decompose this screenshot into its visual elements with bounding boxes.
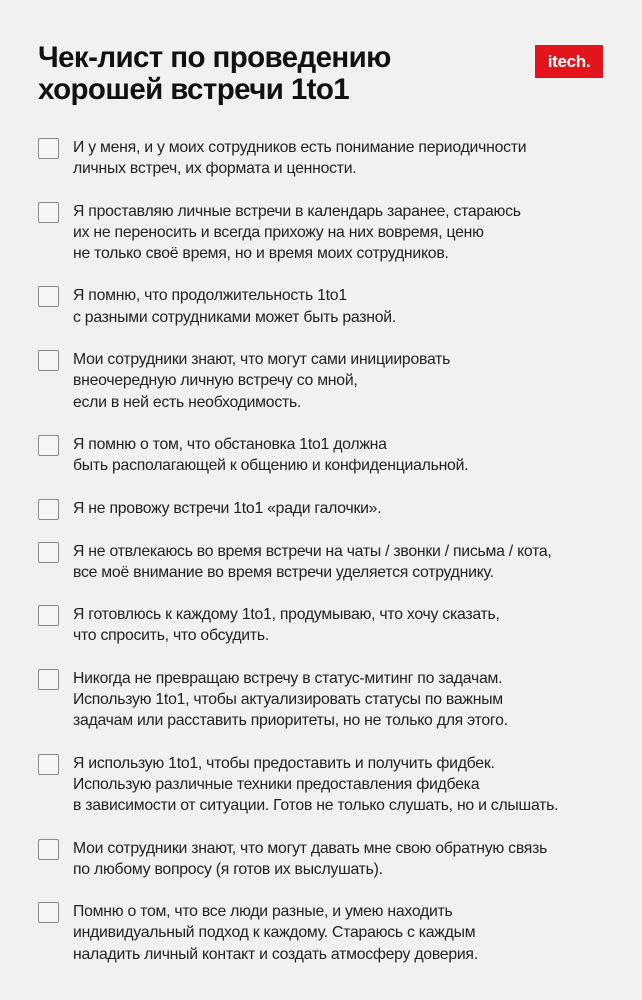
checkbox[interactable]	[38, 754, 59, 775]
checklist-item	[38, 901, 628, 965]
text-line: И у меня, и у моих сотрудников есть понимание периодичности	[73, 139, 527, 156]
checkbox[interactable]	[38, 902, 59, 923]
checklist-item	[38, 498, 628, 520]
checkbox[interactable]	[38, 202, 59, 223]
text-line: по любому вопросу (я готов их выслушать).	[73, 860, 383, 878]
checkbox[interactable]	[38, 605, 59, 626]
text-line: Использую различные техники предоставления фидбека	[73, 775, 480, 793]
checkbox[interactable]	[38, 350, 59, 371]
itech-logo: itech.	[535, 45, 603, 78]
title-line: Чек-лист по проведению	[38, 41, 391, 74]
checklist-item-text	[73, 668, 508, 732]
checklist-item-text	[73, 498, 381, 519]
text-line: Я не отвлекаюсь во время встречи на чаты / звонки / письма / кота,	[73, 542, 552, 560]
text-line: Я использую 1to1, чтобы предоставить и получить фидбек.	[73, 754, 495, 772]
checklist-item-text	[73, 434, 468, 477]
text-line: внеочередную личную встречу со мной,	[73, 372, 358, 390]
checklist-item	[38, 137, 628, 180]
checkbox[interactable]	[38, 435, 59, 456]
checkbox[interactable]	[38, 839, 59, 860]
checklist-item-text	[73, 137, 526, 180]
checkbox[interactable]	[38, 286, 59, 307]
text-line: Я не провожу встречи 1to1 «ради галочки».	[73, 499, 382, 517]
text-line: Использую 1to1, чтобы актуализировать статусы по важным	[73, 691, 503, 709]
text-line: быть располагающей к общению и конфиденциальной.	[73, 457, 469, 475]
checklist-item-text	[73, 541, 552, 584]
checklist-item	[38, 838, 628, 881]
text-line: с разными сотрудниками может быть разной.	[73, 308, 396, 326]
checklist-item-text	[73, 201, 521, 265]
checkbox[interactable]	[38, 499, 59, 520]
text-line: Я проставляю личные встречи в календарь заранее, стараюсь	[73, 202, 521, 220]
page-title	[38, 42, 391, 106]
text-line: Мои сотрудники знают, что могут сами инициировать	[73, 351, 451, 369]
text-line: все моё внимание во время встречи уделяется сотруднику.	[73, 563, 494, 581]
text-line: задачам или расставить приоритеты, но не только для этого.	[73, 712, 508, 730]
checklist-item-text	[73, 349, 450, 413]
text-line: в зависимости от ситуации. Готов не только слушать, но и слышать.	[73, 797, 559, 815]
title-line: хорошей встречи 1to1	[38, 73, 350, 106]
checklist-item-text	[73, 838, 547, 881]
checklist-item-text	[73, 604, 500, 647]
checklist-item	[38, 541, 628, 584]
text-line: Я готовлюсь к каждому 1to1, продумываю, что хочу сказать,	[73, 606, 500, 624]
checklist	[38, 137, 628, 986]
checklist-item	[38, 434, 628, 477]
text-line: не только своё время, но и время моих сотрудников.	[73, 245, 449, 263]
checklist-item	[38, 668, 628, 732]
checklist-item-text	[73, 901, 478, 965]
text-line: их не переносить и всегда прихожу на них вовремя, ценю	[73, 223, 484, 241]
text-line: наладить личный контакт и создать атмосферу доверия.	[73, 945, 478, 963]
text-line: что спросить, что обсудить.	[73, 627, 269, 645]
checkbox[interactable]	[38, 669, 59, 690]
text-line: Помню о том, что все люди разные, и умею находить	[73, 903, 453, 921]
checklist-item-text	[73, 285, 396, 328]
checklist-item	[38, 201, 628, 265]
checkbox[interactable]	[38, 138, 59, 159]
text-line: Я помню о том, что обстановка 1to1 должна	[73, 435, 387, 453]
text-line: индивидуальный подход к каждому. Стараюсь с каждым	[73, 924, 476, 942]
text-line: если в ней есть необходимость.	[73, 393, 302, 411]
checklist-item-text	[73, 753, 558, 817]
text-line: Я помню, что продолжительность 1to1	[73, 287, 347, 305]
checkbox[interactable]	[38, 542, 59, 563]
checklist-item	[38, 604, 628, 647]
text-line: Мои сотрудники знают, что могут давать мне свою обратную связь	[73, 839, 548, 857]
checklist-item	[38, 285, 628, 328]
checklist-item	[38, 349, 628, 413]
checklist-item	[38, 753, 628, 817]
text-line: личных встреч, их формата и ценности.	[73, 160, 357, 178]
text-line: Никогда не превращаю встречу в статус-митинг по задачам.	[73, 669, 503, 687]
